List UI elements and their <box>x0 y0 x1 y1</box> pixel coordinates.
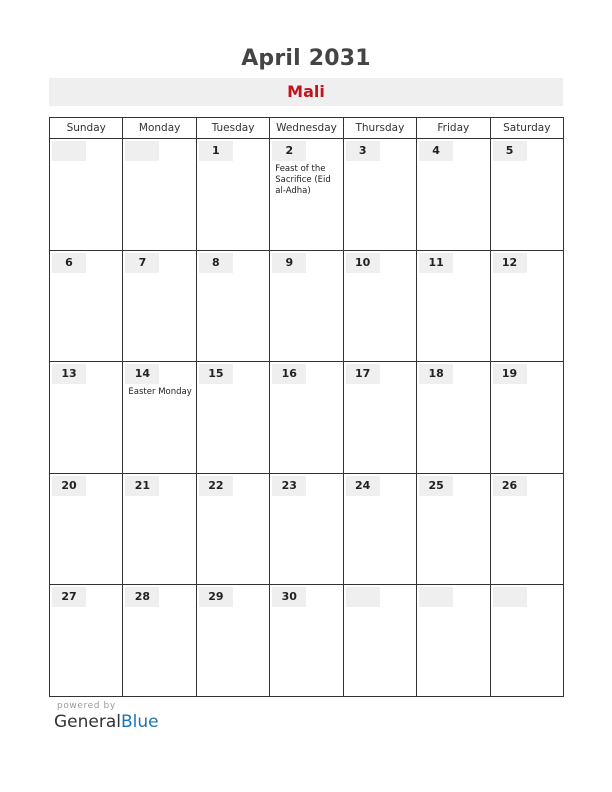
day-cell <box>270 139 343 251</box>
day-cell <box>123 585 196 697</box>
day-number: 18 <box>419 364 453 384</box>
day-number: 13 <box>52 364 86 384</box>
day-cell <box>123 139 196 251</box>
weekday-header: Saturday <box>490 118 563 139</box>
day-cell <box>417 473 490 585</box>
holiday-label: Easter Monday <box>128 387 192 398</box>
day-cell <box>196 250 269 362</box>
day-number: 11 <box>419 253 453 273</box>
day-number <box>346 587 380 607</box>
day-cell <box>50 473 123 585</box>
day-number: 7 <box>125 253 159 273</box>
day-cell <box>123 362 196 474</box>
day-number: 5 <box>493 141 527 161</box>
holiday-label: Feast of the Sacrifice (Eid al-Adha) <box>275 164 331 196</box>
day-cell <box>343 362 416 474</box>
day-cell <box>490 250 563 362</box>
day-number: 14 <box>125 364 159 384</box>
day-cell <box>270 585 343 697</box>
day-number: 3 <box>346 141 380 161</box>
brand-general: General <box>54 712 121 732</box>
day-number: 23 <box>272 476 306 496</box>
day-number <box>493 587 527 607</box>
day-cell <box>490 473 563 585</box>
brand-blue: Blue <box>121 712 159 732</box>
day-cell <box>490 362 563 474</box>
generalblue-logo[interactable] <box>54 712 159 732</box>
day-number: 28 <box>125 587 159 607</box>
country-banner <box>49 78 563 106</box>
day-cell <box>417 250 490 362</box>
country-name: Mali <box>287 82 325 101</box>
day-number: 12 <box>493 253 527 273</box>
day-number: 25 <box>419 476 453 496</box>
day-number: 6 <box>52 253 86 273</box>
week-row <box>50 139 564 251</box>
day-cell <box>343 585 416 697</box>
day-cell <box>490 139 563 251</box>
day-number <box>52 141 86 161</box>
day-cell <box>417 585 490 697</box>
day-cell <box>490 585 563 697</box>
weekday-header: Tuesday <box>196 118 269 139</box>
day-cell <box>196 585 269 697</box>
day-number: 30 <box>272 587 306 607</box>
day-number: 1 <box>199 141 233 161</box>
week-row <box>50 362 564 474</box>
day-number: 17 <box>346 364 380 384</box>
day-number: 27 <box>52 587 86 607</box>
day-number: 22 <box>199 476 233 496</box>
day-number: 20 <box>52 476 86 496</box>
weekday-header-row <box>50 118 564 139</box>
day-cell <box>196 473 269 585</box>
weekday-header: Monday <box>123 118 196 139</box>
weekday-header: Thursday <box>343 118 416 139</box>
calendar-grid <box>49 117 564 697</box>
day-number: 8 <box>199 253 233 273</box>
day-number <box>125 141 159 161</box>
day-number: 2 <box>272 141 306 161</box>
day-number: 26 <box>493 476 527 496</box>
day-cell <box>270 250 343 362</box>
powered-by-label: powered by <box>57 701 116 711</box>
week-row <box>50 473 564 585</box>
day-cell <box>343 139 416 251</box>
week-row <box>50 585 564 697</box>
calendar-title: April 2031 <box>241 46 371 71</box>
day-number: 10 <box>346 253 380 273</box>
day-number: 19 <box>493 364 527 384</box>
weekday-header: Wednesday <box>270 118 343 139</box>
day-number: 16 <box>272 364 306 384</box>
day-number: 9 <box>272 253 306 273</box>
day-cell <box>50 250 123 362</box>
day-cell <box>417 139 490 251</box>
day-cell <box>50 362 123 474</box>
day-cell <box>270 362 343 474</box>
weekday-header: Sunday <box>50 118 123 139</box>
day-cell <box>50 139 123 251</box>
day-number <box>419 587 453 607</box>
day-cell <box>196 139 269 251</box>
day-number: 15 <box>199 364 233 384</box>
day-number: 24 <box>346 476 380 496</box>
day-cell <box>343 250 416 362</box>
day-number: 29 <box>199 587 233 607</box>
day-number: 21 <box>125 476 159 496</box>
day-cell <box>343 473 416 585</box>
week-row <box>50 250 564 362</box>
day-cell <box>270 473 343 585</box>
day-cell <box>123 473 196 585</box>
day-cell <box>196 362 269 474</box>
weekday-header: Friday <box>417 118 490 139</box>
day-cell <box>123 250 196 362</box>
day-cell <box>417 362 490 474</box>
day-number: 4 <box>419 141 453 161</box>
day-cell <box>50 585 123 697</box>
